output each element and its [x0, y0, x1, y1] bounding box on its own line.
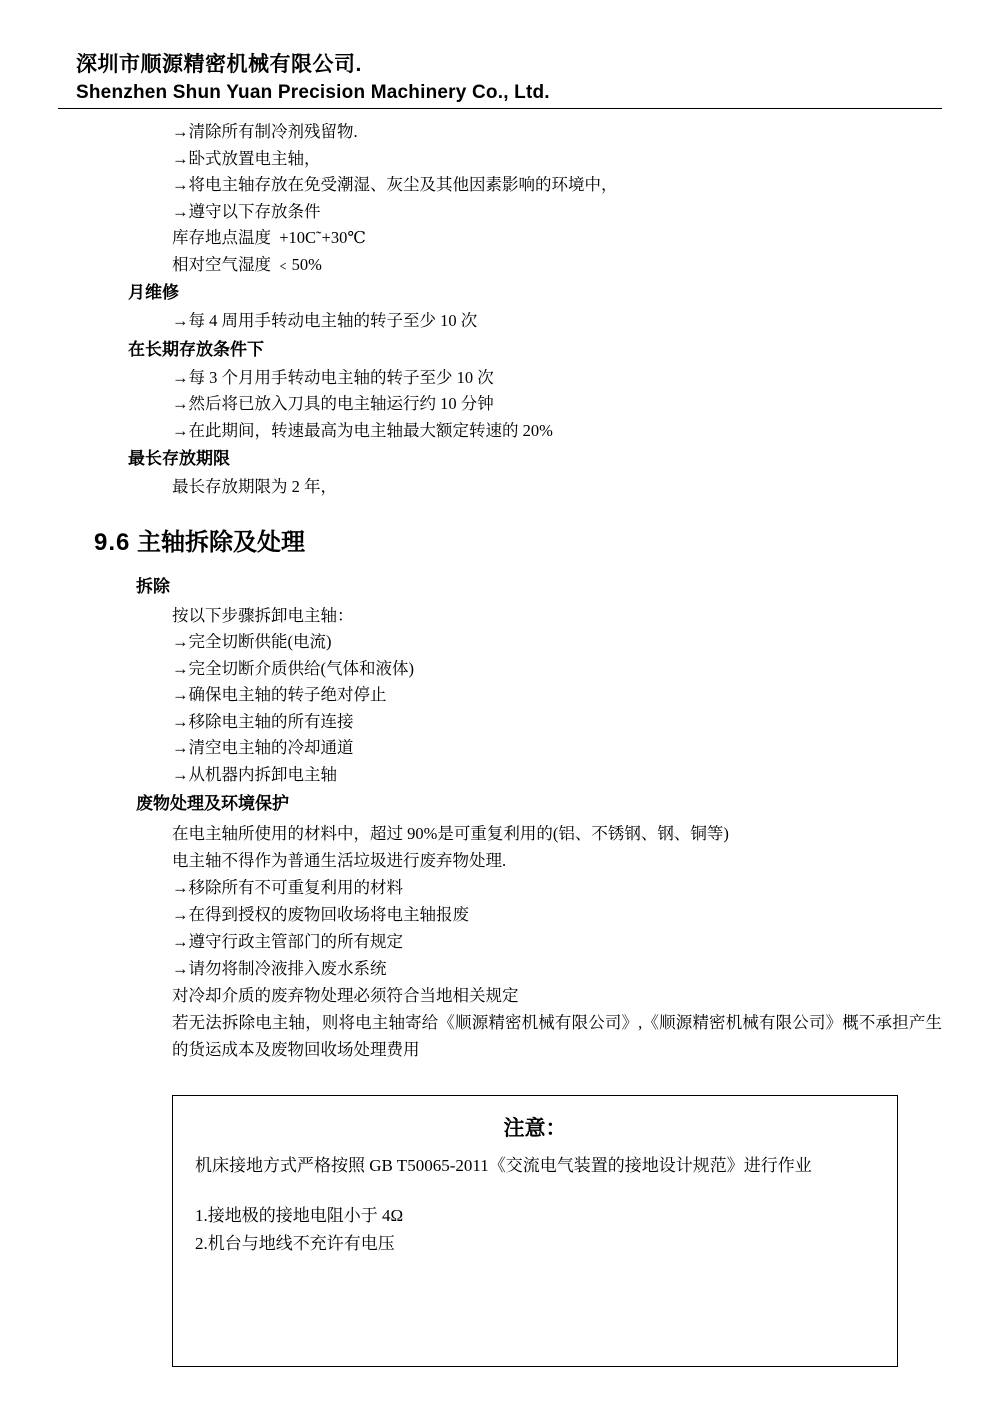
max-storage-period-text: 最长存放期限为 2 年，	[172, 477, 337, 496]
list-item: →遵守行政主管部门的所有规定	[172, 932, 403, 951]
list-item: →遵守以下存放条件	[172, 201, 321, 221]
max-storage-period-heading: 最长存放期限	[128, 449, 230, 468]
waste-paragraph: 若无法拆除电主轴，则将电主轴寄给《顺源精密机械有限公司》,《顺源精密机械有限公司》概不承担产生的货运成本及废物回收场处理费用	[172, 1013, 942, 1059]
storage-condition-humidity: 相对空气湿度 ﹤50%	[172, 254, 322, 274]
list-item: →清除所有制冷剂残留物.	[172, 122, 358, 141]
section-title-text: 主轴拆除及处理	[137, 528, 306, 556]
company-name-en: Shenzhen Shun Yuan Precision Machinery Co., Ltd.	[76, 82, 550, 103]
list-item: →移除电主轴的所有连接	[172, 711, 354, 731]
notice-list-item: 2.机台与地线不充许有电压	[195, 1234, 395, 1253]
list-item: →从机器内拆卸电主轴	[172, 764, 337, 784]
waste-paragraph: 在电主轴所使用的材料中，超过 90%是可重复利用的(铝、不锈钢、钢、铜等)	[172, 824, 729, 843]
document-body	[58, 119, 942, 1367]
list-item: →将电主轴存放在免受潮湿、灰尘及其他因素影响的环境中，	[172, 175, 618, 194]
company-name-cn: 深圳市顺源精密机械有限公司.	[76, 53, 362, 76]
notice-box	[172, 1095, 898, 1367]
list-item: →完全切断供能(电流)	[172, 632, 332, 651]
list-item: →然后将已放入刀具的电主轴运行约 10 分钟	[172, 394, 494, 413]
notice-spacer	[195, 1184, 875, 1202]
list-item: →完全切断介质供给(气体和液体)	[172, 658, 414, 678]
list-item: →在此期间，转速最高为电主轴最大额定转速的 20%	[172, 420, 553, 440]
list-item: →每 3 个月用手转动电主轴的转子至少 10 次	[172, 367, 494, 387]
list-item: →在得到授权的废物回收场将电主轴报废	[172, 905, 469, 924]
list-item: →请勿将制冷液排入废水系统	[172, 959, 387, 978]
storage-steps	[76, 119, 942, 278]
notice-paragraph: 机床接地方式严格按照 GB T50065-2011《交流电气装置的接地设计规范》进行作业	[195, 1156, 812, 1175]
removal-intro: 按以下步骤拆卸电主轴：	[172, 605, 354, 625]
list-item: →确保电主轴的转子绝对停止	[172, 685, 387, 704]
notice-title: 注意：	[503, 1117, 567, 1140]
page-header	[58, 50, 942, 106]
monthly-maintenance-heading: 月维修	[128, 283, 179, 302]
section-title	[94, 523, 942, 563]
list-item: →每 4 周用手转动电主轴的转子至少 10 次	[172, 311, 478, 330]
list-item: →清空电主轴的冷却通道	[172, 738, 354, 757]
storage-condition-temperature: 库存地点温度 +10C˜+30℃	[172, 228, 366, 247]
waste-paragraph: 电主轴不得作为普通生活垃圾进行废弃物处理.	[172, 851, 507, 870]
waste-heading: 废物处理及环境保护	[136, 794, 289, 813]
list-item: →卧式放置电主轴，	[172, 148, 321, 168]
header-divider	[58, 108, 942, 109]
removal-heading: 拆除	[136, 576, 170, 596]
section-number: 9.6	[94, 528, 131, 556]
list-item: →移除所有不可重复利用的材料	[172, 878, 403, 897]
notice-list-item: 1.接地极的接地电阻小于 4Ω	[195, 1206, 404, 1225]
waste-paragraph: 对冷却介质的废弃物处理必须符合当地相关规定	[172, 986, 519, 1005]
longterm-storage-heading: 在长期存放条件下	[128, 339, 264, 359]
